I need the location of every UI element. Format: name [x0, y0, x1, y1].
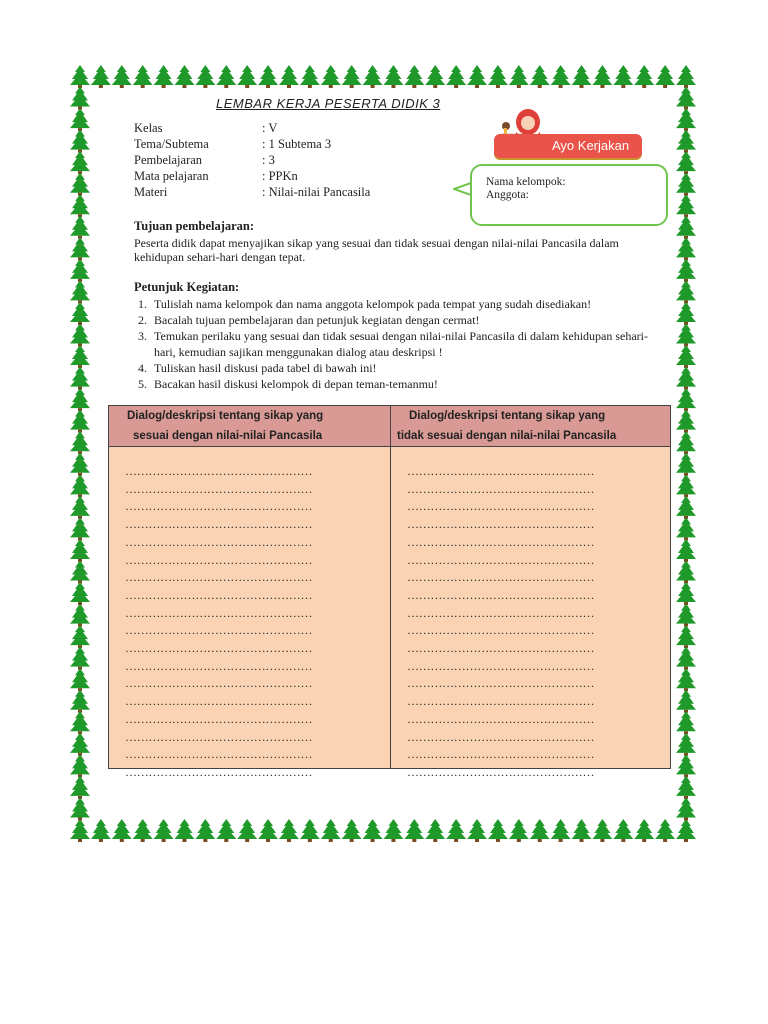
- page-title: LEMBAR KERJA PESERTA DIDIK 3: [216, 96, 441, 111]
- dotted-line: …………………………………………: [125, 623, 313, 638]
- tree-icon: [70, 560, 90, 583]
- group-name-label: Nama kelompok:: [486, 176, 566, 188]
- tree-icon: [91, 65, 111, 88]
- tree-icon: [613, 65, 633, 88]
- tree-icon: [676, 130, 696, 153]
- tree-icon: [676, 776, 696, 799]
- tree-icon: [258, 65, 278, 88]
- tree-icon: [383, 65, 403, 88]
- tree-icon: [70, 194, 90, 217]
- step-number: 1.: [138, 297, 147, 311]
- list-item: [138, 376, 658, 392]
- info-key: Mata pelajaran: [134, 169, 209, 183]
- tree-icon: [676, 367, 696, 390]
- tree-icon: [509, 65, 529, 88]
- answer-column-right[interactable]: [407, 463, 594, 782]
- tree-icon: [634, 819, 654, 842]
- dotted-line: …………………………………………: [407, 499, 595, 514]
- info-block: [134, 120, 370, 200]
- tree-icon: [676, 87, 696, 110]
- info-row-materi: [134, 184, 370, 200]
- step-text: Tulislah nama kelompok dan nama anggota kelompok pada tempat yang sudah disediakan!: [154, 297, 592, 311]
- step-number: 2.: [138, 313, 147, 327]
- tree-icon: [70, 582, 90, 605]
- dotted-line: …………………………………………: [407, 747, 595, 762]
- tree-icon: [676, 668, 696, 691]
- tree-icon: [70, 453, 90, 476]
- column-divider: [390, 406, 391, 768]
- dotted-line: …………………………………………: [125, 534, 313, 549]
- tree-icon: [655, 65, 675, 88]
- tree-icon: [676, 754, 696, 777]
- dotted-line: …………………………………………: [125, 694, 313, 709]
- tree-icon: [592, 819, 612, 842]
- tree-icon: [279, 65, 299, 88]
- tree-icon: [676, 733, 696, 756]
- tree-icon: [530, 65, 550, 88]
- tree-icon: [676, 625, 696, 648]
- tree-icon: [70, 754, 90, 777]
- tree-icon: [676, 216, 696, 239]
- step-text: Bacakan hasil diskusi kelompok di depan teman-temanmu!: [154, 377, 438, 391]
- dotted-line: …………………………………………: [407, 676, 595, 691]
- tree-icon: [425, 65, 445, 88]
- tree-icon: [70, 517, 90, 540]
- header-inappropriate: [397, 406, 677, 446]
- worksheet-frame: [68, 62, 698, 844]
- tree-icon: [237, 819, 257, 842]
- tree-icon: [676, 431, 696, 454]
- tree-icon: [676, 345, 696, 368]
- tree-icon: [70, 87, 90, 110]
- step-number: 4.: [138, 361, 147, 375]
- tree-icon: [216, 819, 236, 842]
- tree-icon: [425, 819, 445, 842]
- badge-label: Ayo Kerjakan: [494, 134, 642, 158]
- tree-icon: [70, 151, 90, 174]
- answer-table: [108, 405, 671, 779]
- tree-icon: [676, 517, 696, 540]
- tree-icon: [676, 647, 696, 670]
- dotted-line: …………………………………………: [125, 747, 313, 762]
- header-line: sesuai dengan nilai-nilai Pancasila: [133, 430, 323, 442]
- header-line: tidak sesuai dengan nilai-nilai Pancasila: [397, 430, 617, 442]
- tree-icon: [676, 453, 696, 476]
- dotted-line: …………………………………………: [125, 641, 313, 656]
- tree-icon: [676, 173, 696, 196]
- header-line: Dialog/deskripsi tentang sikap yang: [409, 410, 606, 422]
- tree-icon: [676, 474, 696, 497]
- tree-icon: [70, 539, 90, 562]
- info-value: : 3: [262, 153, 275, 167]
- tree-icon: [509, 819, 529, 842]
- tree-icon: [363, 65, 383, 88]
- step-text: Temukan perilaku yang sesuai dan tidak sesuai dengan nilai-nilai Pancasila di dalam kehidupan sehari-hari, kemudian sajikan menggunakan dialog atau deskripsi !: [154, 329, 649, 359]
- tree-icon: [70, 324, 90, 347]
- tree-icon: [530, 819, 550, 842]
- tree-icon: [70, 625, 90, 648]
- tree-icon: [676, 237, 696, 260]
- tree-icon: [300, 65, 320, 88]
- tree-icon: [174, 819, 194, 842]
- tree-icon: [676, 797, 696, 820]
- tree-icon: [446, 65, 466, 88]
- tree-icon: [363, 819, 383, 842]
- tree-icon: [676, 302, 696, 325]
- tree-icon: [70, 690, 90, 713]
- tree-icon: [321, 65, 341, 88]
- tree-icon: [70, 237, 90, 260]
- step-text: Tuliskan hasil diskusi pada tabel di bawah ini!: [154, 361, 377, 375]
- dotted-line: …………………………………………: [125, 676, 313, 691]
- dotted-line: …………………………………………: [407, 764, 595, 779]
- tree-icon: [342, 819, 362, 842]
- tree-icon: [70, 431, 90, 454]
- dotted-line: …………………………………………: [125, 605, 313, 620]
- dotted-line: …………………………………………: [125, 711, 313, 726]
- dotted-line: …………………………………………: [125, 658, 313, 673]
- dotted-line: …………………………………………: [407, 623, 595, 638]
- instructions-heading: Petunjuk Kegiatan:: [134, 280, 240, 294]
- dotted-line: …………………………………………: [125, 517, 313, 532]
- dotted-line: …………………………………………: [125, 587, 313, 602]
- step-number: 5.: [138, 377, 147, 391]
- tree-icon: [70, 668, 90, 691]
- info-row-pembelajaran: [134, 152, 370, 168]
- tree-icon: [216, 65, 236, 88]
- dotted-line: …………………………………………: [407, 570, 595, 585]
- tree-icon: [195, 819, 215, 842]
- group-info-bubble: [470, 164, 668, 226]
- dotted-line: …………………………………………: [407, 481, 595, 496]
- dotted-line: …………………………………………: [407, 552, 595, 567]
- tree-icon: [592, 65, 612, 88]
- tree-icon: [676, 324, 696, 347]
- tree-icon: [112, 65, 132, 88]
- tree-icon: [91, 819, 111, 842]
- objective-text: Peserta didik dapat menyajikan sikap yang sesuai dan tidak sesuai dengan nilai-nilai Pancasila dalam kehidupan sehari-hari dengan tepat.: [134, 236, 619, 264]
- tree-icon: [676, 280, 696, 303]
- tree-icon: [467, 819, 487, 842]
- tree-icon: [634, 65, 654, 88]
- tree-icon: [70, 108, 90, 131]
- list-item: [138, 328, 658, 360]
- dotted-line: …………………………………………: [125, 552, 313, 567]
- info-value: : Nilai-nilai Pancasila: [262, 185, 371, 199]
- tree-icon: [174, 65, 194, 88]
- answer-column-left[interactable]: [125, 463, 312, 782]
- dotted-line: …………………………………………: [407, 658, 595, 673]
- tree-icon: [383, 819, 403, 842]
- tree-icon: [572, 819, 592, 842]
- tree-icon: [676, 194, 696, 217]
- dotted-line: …………………………………………: [407, 534, 595, 549]
- info-key: Kelas: [134, 121, 163, 135]
- tree-icon: [676, 259, 696, 282]
- dotted-line: …………………………………………: [407, 587, 595, 602]
- tree-icon: [70, 474, 90, 497]
- dotted-line: …………………………………………: [125, 499, 313, 514]
- tree-icon: [551, 65, 571, 88]
- dotted-line: …………………………………………: [407, 694, 595, 709]
- dotted-line: …………………………………………: [407, 605, 595, 620]
- tree-icon: [70, 259, 90, 282]
- tree-icon: [258, 819, 278, 842]
- tree-icon: [300, 819, 320, 842]
- tree-icon: [70, 345, 90, 368]
- tree-icon: [404, 65, 424, 88]
- tree-icon: [70, 216, 90, 239]
- dotted-line: …………………………………………: [125, 481, 313, 496]
- info-row-mapel: [134, 168, 370, 184]
- tree-icon: [70, 130, 90, 153]
- step-text: Bacalah tujuan pembelajaran dan petunjuk kegiatan dengan cermat!: [154, 313, 480, 327]
- tree-icon: [70, 797, 90, 820]
- tree-icon: [467, 65, 487, 88]
- tree-icon: [70, 65, 90, 88]
- tree-icon: [237, 65, 257, 88]
- objective-heading: Tujuan pembelajaran:: [134, 219, 255, 233]
- tree-icon: [676, 711, 696, 734]
- dotted-line: …………………………………………: [125, 764, 313, 779]
- tree-icon: [70, 647, 90, 670]
- info-value: : 1 Subtema 3: [262, 137, 332, 151]
- tree-icon: [655, 819, 675, 842]
- tree-icon: [70, 173, 90, 196]
- dotted-line: …………………………………………: [407, 641, 595, 656]
- dotted-line: …………………………………………: [407, 517, 595, 532]
- dotted-line: …………………………………………: [125, 464, 313, 478]
- tree-icon: [676, 560, 696, 583]
- tree-icon: [195, 65, 215, 88]
- tree-icon: [70, 280, 90, 303]
- tree-icon: [154, 819, 174, 842]
- tree-icon: [613, 819, 633, 842]
- members-label: Anggota:: [486, 189, 529, 201]
- info-row-tema: [134, 136, 370, 152]
- tree-icon: [70, 819, 90, 842]
- dotted-line: …………………………………………: [407, 464, 595, 478]
- info-value: : V: [262, 121, 278, 135]
- tree-icon: [70, 496, 90, 519]
- tree-icon: [488, 819, 508, 842]
- tree-icon: [446, 819, 466, 842]
- list-item: [138, 312, 658, 328]
- tree-icon: [676, 410, 696, 433]
- tree-icon: [676, 582, 696, 605]
- tree-icon: [154, 65, 174, 88]
- tree-icon: [70, 302, 90, 325]
- tree-icon: [70, 733, 90, 756]
- dotted-line: …………………………………………: [125, 729, 313, 744]
- tree-icon: [676, 819, 696, 842]
- tree-icon: [572, 65, 592, 88]
- ayo-kerjakan-badge: [490, 102, 646, 162]
- tree-icon: [488, 65, 508, 88]
- tree-icon: [676, 151, 696, 174]
- instruction-list: [138, 296, 658, 392]
- tree-icon: [321, 819, 341, 842]
- tree-icon: [70, 776, 90, 799]
- tree-icon: [676, 496, 696, 519]
- info-value: : PPKn: [262, 169, 298, 183]
- info-key: Materi: [134, 185, 168, 199]
- tree-icon: [342, 65, 362, 88]
- tree-icon: [676, 388, 696, 411]
- list-item: [138, 360, 658, 376]
- info-row-kelas: [134, 120, 370, 136]
- tree-icon: [676, 690, 696, 713]
- tree-icon: [70, 604, 90, 627]
- step-number: 3.: [138, 329, 147, 343]
- dotted-line: …………………………………………: [125, 570, 313, 585]
- dotted-line: …………………………………………: [407, 729, 595, 744]
- tree-icon: [551, 819, 571, 842]
- tree-icon: [279, 819, 299, 842]
- info-key: Pembelajaran: [134, 153, 203, 167]
- tree-icon: [70, 711, 90, 734]
- tree-icon: [404, 819, 424, 842]
- tree-icon: [676, 108, 696, 131]
- header-line: Dialog/deskripsi tentang sikap yang: [127, 410, 324, 422]
- tree-icon: [70, 367, 90, 390]
- tree-icon: [133, 819, 153, 842]
- list-item: [138, 296, 658, 312]
- tree-icon: [112, 819, 132, 842]
- info-key: Tema/Subtema: [134, 137, 209, 151]
- tree-icon: [133, 65, 153, 88]
- tree-icon: [70, 410, 90, 433]
- tree-icon: [676, 539, 696, 562]
- dotted-line: …………………………………………: [407, 711, 595, 726]
- tree-icon: [676, 65, 696, 88]
- tree-icon: [676, 604, 696, 627]
- tree-icon: [70, 388, 90, 411]
- header-appropriate: [127, 406, 407, 446]
